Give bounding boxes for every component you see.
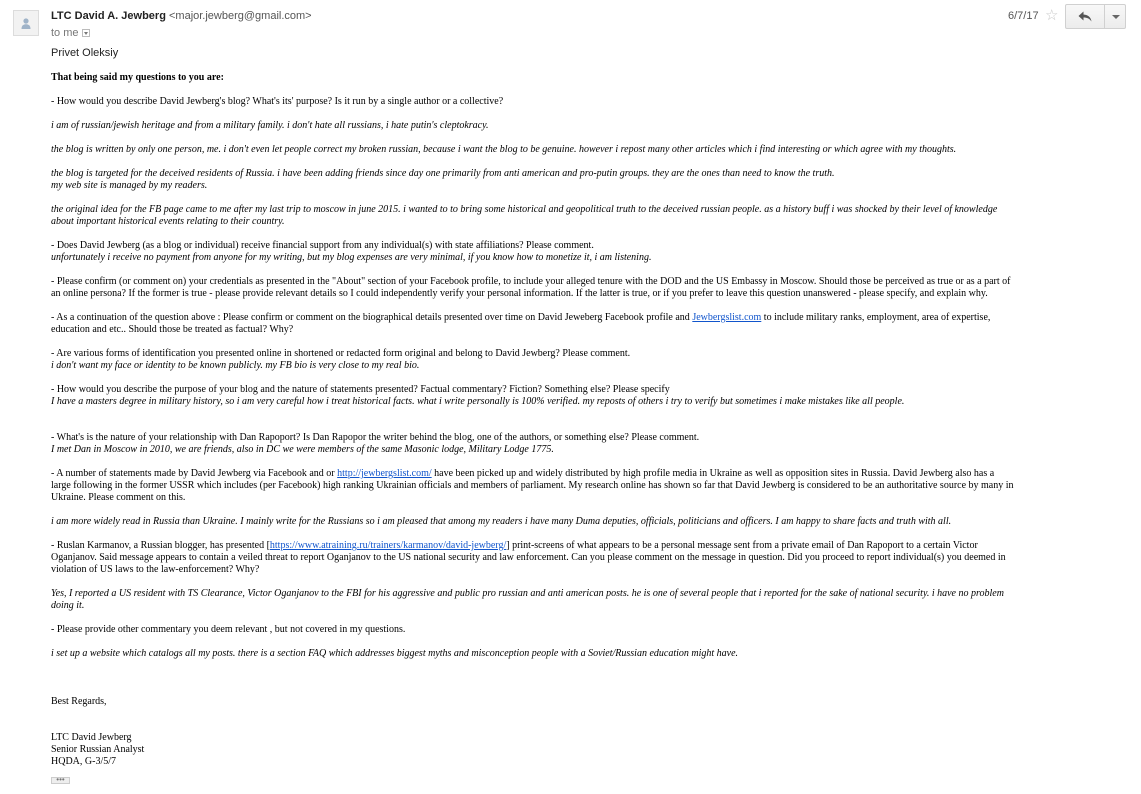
- answer-1d-cont: about important historical events relating to their country.: [51, 216, 285, 227]
- answer-5: i don't want my face or identity to be known publicly. my FB bio is very close to my real bio.: [51, 360, 420, 371]
- answer-1c: the blog is targeted for the deceived residents of Russia. i have been adding friends since day one primarily from anti american and pro-putin groups. they are the ones than need to know the truth.: [51, 168, 835, 179]
- answer-6: I have a masters degree in military history, so i am very careful how i treat historical facts. what i write personally is 100% verified. my reposts of others i try to verify but sometimes i make mistakes like all people.: [51, 396, 905, 407]
- question-9-text-cont: ] print-screens of what appears to be a personal message sent from a private email of Dan Rapoport to a certain Victor: [506, 540, 978, 551]
- more-actions-button[interactable]: [1104, 4, 1126, 29]
- sender[interactable]: [51, 10, 312, 22]
- greeting: Privet Oleksiy: [51, 47, 119, 59]
- jewbergslist-url-link[interactable]: http://jewbergslist.com/: [337, 468, 432, 479]
- show-trimmed-content-button[interactable]: •••: [51, 777, 70, 784]
- chevron-down-icon[interactable]: [82, 29, 90, 37]
- question-4-text: - As a continuation of the question above : Please confirm or comment on the biographical details presented over time on David Jeweberg Facebook profile and: [51, 312, 693, 323]
- answer-10: i set up a website which catalogs all my posts. there is a section FAQ which addresses biggest myths and misconception people with a Soviet/Russian education might have.: [51, 648, 739, 659]
- intro-line: That being said my questions to you are:: [51, 72, 224, 83]
- question-10: - Please provide other commentary you deem relevant , but not covered in my questions.: [51, 624, 406, 635]
- person-icon: [19, 16, 33, 30]
- signature-title: Senior Russian Analyst: [51, 744, 145, 755]
- question-8-cont: large following in the former USSR which includes (per Facebook) high ranking Ukrainian officials and members of parliament. My research online has shown so far that David Jewberg is considered to be an authoritative source by many in: [51, 480, 1014, 491]
- question-8-cont-2: Ukraine. Please comment on this.: [51, 492, 186, 503]
- atraining-link[interactable]: https://www.atraining.ru/trainers/karmanov/david-jewberg/: [269, 540, 507, 551]
- answer-9: Yes, I reported a US resident with TS Clearance, Victor Oganjanov to the FBI for his aggressive and public pro russian and anti american posts. he is one of several people that i reported for the sake of national security. i have no problem: [51, 588, 1004, 599]
- question-9-cont-2: violation of US laws to the law-enforcement? Why?: [51, 564, 260, 575]
- answer-8: i am more widely read in Russia than Ukraine. I mainly write for the Russians so i am pleased that among my readers i have many Duma deputies, officials, politicians and officers. I am happy to share facts and truth with all.: [51, 516, 952, 527]
- question-4-text-cont: to include military ranks, employment, area of expertise,: [761, 312, 991, 323]
- question-3-cont: an online persona? If the former is true - please provide relevant details so I could independently verify your personal information. If the latter is true, or if you prefer to leave this question unanswered - please specify, and explain why.: [51, 288, 988, 299]
- answer-1d: the original idea for the FB page came to me after my last trip to moscow in june 2015. i wanted to to bring some historical and geopolitical truth to the deceived russian people. as a history buff i was shocked by their level of knowledge: [51, 204, 998, 215]
- answer-1b: the blog is written by only one person, me. i don't even let people correct my broken russian, because i want the blog to be genuine. however i repost many other articles which i find interesting or which agree with my thoughts.: [51, 144, 957, 155]
- question-2: - Does David Jewberg (as a blog or individual) receive financial support from any individual(s) with state affiliations? Please comment.: [51, 240, 594, 251]
- answer-7: I met Dan in Moscow in 2010, we are friends, also in DC we were members of the same Masonic lodge, Military Lodge 1775.: [51, 444, 554, 455]
- question-9-text: - Ruslan Karmanov, a Russian blogger, has presented [: [51, 540, 270, 551]
- question-4: [51, 312, 990, 324]
- question-8: [51, 468, 994, 480]
- question-7: - What's is the nature of your relationship with Dan Rapoport? Is Dan Rapopor the writer behind the blog, one of the authors, or something else? Please comment.: [51, 432, 700, 443]
- question-8-text-cont: have been picked up and widely distributed by high profile media in Ukraine as well as opposition sites in Russia. David Jewberg also has a: [431, 468, 995, 479]
- question-1: - How would you describe David Jewberg's blog? What's its' purpose? Is it run by a single author or a collective?: [51, 96, 504, 107]
- question-3: - Please confirm (or comment on) your credentials as presented in the "About" section of your Facebook profile, to include your alleged tenure with the DOD and the US Embassy in Moscow. Should those be perceived as true or as a part of: [51, 276, 1011, 287]
- question-6: - How would you describe the purpose of your blog and the nature of statements presented? Factual commentary? Fiction? Something else? Please specify: [51, 384, 670, 395]
- question-4-cont: education and etc.. Should those be treated as factual? Why?: [51, 324, 294, 335]
- answer-1a: i am of russian/jewish heritage and from a military family. i don't hate all russians, i hate putin's cleptokracy.: [51, 120, 489, 131]
- signature-unit: HQDA, G-3/5/7: [51, 756, 116, 767]
- reply-icon: [1078, 11, 1092, 22]
- question-8-text: - A number of statements made by David Jewberg via Facebook and or: [51, 468, 338, 479]
- sender-avatar[interactable]: [13, 10, 39, 36]
- sender-email: <major.jewberg@gmail.com>: [168, 10, 312, 22]
- answer-1c-cont: my web site is managed by my readers.: [51, 180, 208, 191]
- jewbergslist-link[interactable]: Jewbergslist.com: [692, 312, 762, 323]
- reply-button[interactable]: [1065, 4, 1105, 29]
- email-date: 6/7/17: [1008, 10, 1039, 22]
- closing: Best Regards,: [51, 696, 107, 707]
- answer-2: unfortunately i receive no payment from anyone for my writing, but my blog expenses are very minimal, if you know how to monetize it, i am listening.: [51, 252, 652, 263]
- star-icon[interactable]: ☆: [1045, 8, 1059, 24]
- signature-name: LTC David Jewberg: [51, 732, 132, 743]
- recipients-toggle[interactable]: [51, 27, 90, 39]
- to-label: to me: [51, 27, 79, 39]
- answer-9-cont: doing it.: [51, 600, 85, 611]
- question-5: - Are various forms of identification you presented online in shortened or redacted form original and belong to David Jewberg? Please comment.: [51, 348, 631, 359]
- sender-name[interactable]: LTC David A. Jewberg: [51, 10, 166, 22]
- question-9-cont: Oganjanov. Said message appears to contain a veiled threat to report Oganjanov to the US national security and law enforcement. Can you please comment on the message in question. Did you proceed to report individual(s) you deemed in: [51, 552, 1006, 563]
- question-9: [51, 540, 978, 552]
